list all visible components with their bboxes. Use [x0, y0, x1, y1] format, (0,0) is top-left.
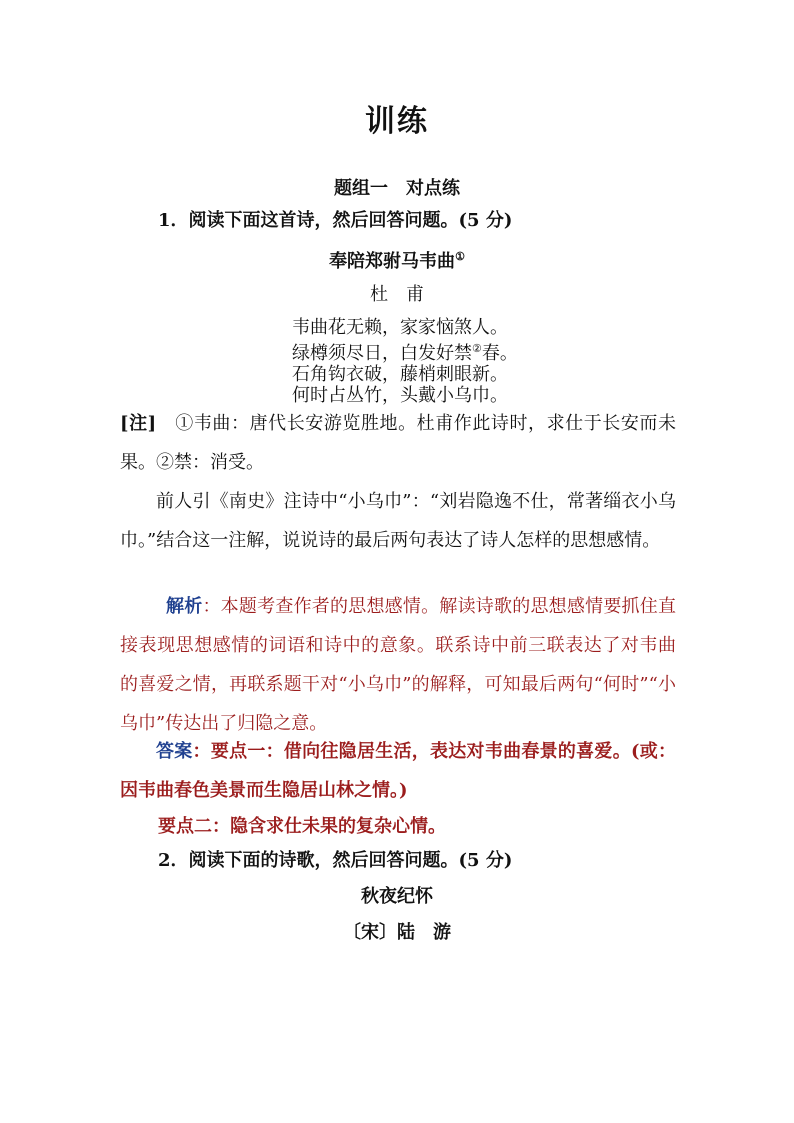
answer-label: 答案: [156, 741, 193, 762]
q1-poem-body: [292, 317, 518, 406]
poem-line-text: 绿樽须尽日，白发好禁: [292, 343, 472, 364]
q2-poem-title: 秋夜纪怀: [361, 886, 433, 907]
q2-prompt: 2．阅读下面的诗歌，然后回答问题。(5 分): [158, 850, 513, 871]
analysis-label: 解析: [166, 596, 203, 617]
poem-title-footnote: ①: [455, 250, 465, 263]
q1-answer: [120, 732, 676, 810]
q1-question: 前人引《南史》注诗中“小乌巾”：“刘岩隐逸不仕，常著缁衣小乌巾。”结合这一注解，说说诗的最后两句表达了诗人怎样的思想感情。: [120, 491, 676, 551]
poem-line-end: 春。: [481, 343, 518, 364]
note-text: ①韦曲：唐代长安游览胜地。杜甫作此诗时，求仕于长安而未果。②禁：消受。: [120, 413, 676, 473]
poem-title-text: 奉陪郑驸马韦曲: [329, 251, 456, 272]
poem-line: [292, 338, 518, 364]
poem-line: 何时占丛竹，头戴小乌巾。: [292, 385, 508, 406]
page-title: 训练: [365, 104, 429, 139]
poem-line: 韦曲花无赖，家家恼煞人。: [292, 317, 508, 338]
q1-answer-point2: 要点二：隐含求仕未果的复杂心情。: [158, 816, 446, 837]
note-label: [注]: [120, 413, 157, 434]
q1-author: 杜 甫: [370, 284, 424, 305]
poem-line: 石角钩衣破，藤梢刺眼新。: [292, 364, 508, 385]
poem-line-footnote: ②: [472, 342, 482, 355]
q2-author: 〔宋〕陆 游: [343, 922, 451, 943]
analysis-text: ：本题考查作者的思想感情。解读诗歌的思想感情要抓住直接表现思想感情的词语和诗中的意象。联系诗中前三联表达了对韦曲的喜爱之情，再联系题干对“小乌巾”的解释，可知最后两句“何时”“小乌巾”传达出了归隐之意。: [120, 596, 677, 734]
q1-note: [120, 404, 676, 482]
q1-analysis: [120, 587, 676, 743]
q1-prompt: 1．阅读下面这首诗，然后回答问题。(5 分): [158, 210, 513, 231]
answer-text: ：要点一：借向往隐居生活，表达对韦曲春景的喜爱。(或：因韦曲春色美景而生隐居山林之情。): [120, 741, 677, 801]
q1-poem-title: [0, 246, 794, 273]
group-heading: 题组一 对点练: [334, 178, 460, 199]
